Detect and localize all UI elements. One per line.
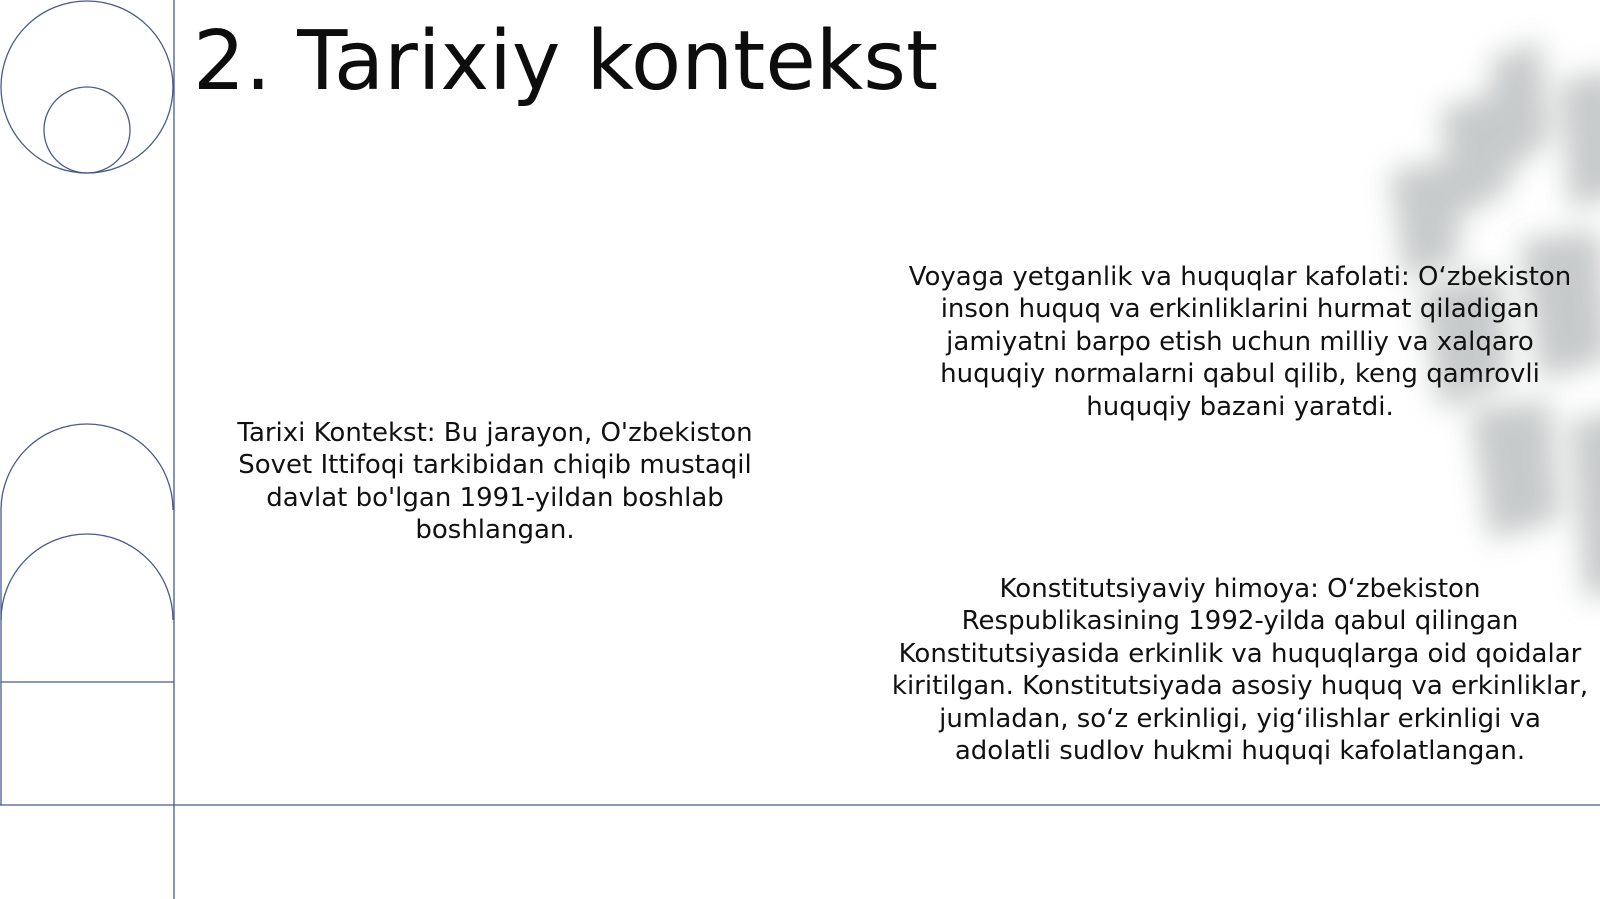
upper-arch-outline: [1, 424, 173, 510]
rights-guarantee-text: Voyaga yetganlik va huquqlar kafolati: O‘zbekiston inson huquq va erkinliklarini hurmat qiladigan jamiyatni barpo etish uchun milliy va xalqaro huquqiy normalarni qabul qilib, keng qamrovli huquqiy bazani yaratdi.: [908, 262, 1572, 422]
constitutional-protection-text: Konstitutsiyaviy himoya: O‘zbekiston Respublikasining 1992-yilda qabul qilingan Konstitutsiyasida erkinlik va huquqlarga oid qoidalar kiritilgan. Konstitutsiyada asosiy huquq va erkinliklar, jumladan, so‘z erkinligi, yig‘ilishlar erkinligi va adolatli sudlov hukmi huquqi kafolatlangan.: [891, 574, 1589, 767]
slide-title: 2. Tarixiy kontekst: [193, 14, 939, 109]
small-circle-outline: [44, 87, 130, 173]
lower-arch-outline: [1, 534, 173, 620]
historical-context-text: Tarixi Kontekst: Bu jarayon, O'zbekiston Sovet Ittifoqi tarkibidan chiqib mustaqil davlat bo'lgan 1991-yildan boshlab boshlangan.: [237, 418, 753, 546]
